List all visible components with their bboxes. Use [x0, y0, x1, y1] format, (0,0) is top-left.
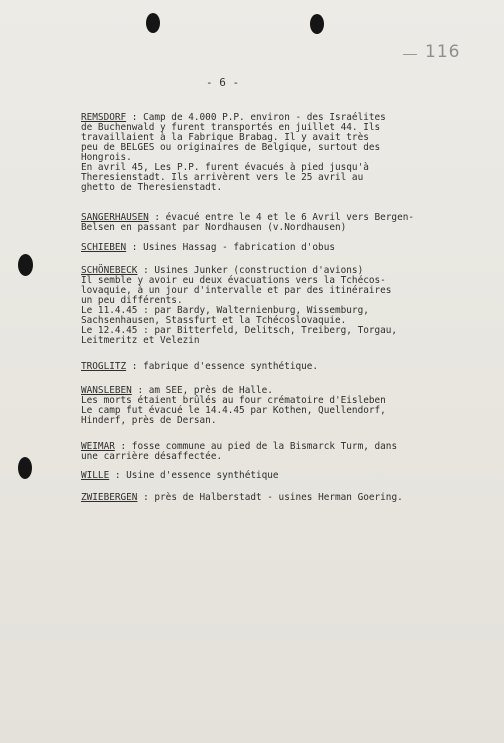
entry-wansleben-line-3: Le camp fut évacué le 14.4.45 par Kothen, Quellendorf,: [81, 405, 386, 416]
entry-wille-line-1: [81, 471, 279, 481]
entry-schieben-line-1: [81, 243, 335, 253]
entry-troglitz-line-1: [81, 362, 318, 372]
entry-sangerhausen-line-2: Belsen en passant par Nordhausen (v.Nordhausen): [81, 222, 347, 233]
entry-text: : Usine d'essence synthétique: [109, 470, 279, 481]
entry-remsdorf-line-2: de Buchenwald y furent transportés en juillet 44. Ils: [81, 122, 381, 133]
entry-schonebeck-line-4: un peu différents.: [81, 295, 183, 306]
entry-schonebeck-line-2: Il semble y avoir eu deux évacuations vers la Tchécos-: [81, 275, 386, 286]
entry-schonebeck-line-5: Le 11.4.45 : par Bardy, Walternienburg, Wissemburg,: [81, 305, 369, 316]
place-name: WILLE: [81, 470, 110, 481]
entry-remsdorf-line-6: En avril 45, Les P.P. furent évacués à pied jusqu'à: [81, 162, 369, 173]
entry-schonebeck-line-6: Sachsenhausen, Stassfurt et la Tchécoslovaquie.: [81, 315, 347, 326]
punch-hole: [18, 254, 33, 276]
page-number: - 6 -: [206, 76, 240, 89]
place-name: WEIMAR: [81, 441, 115, 452]
pencil-mark: [403, 54, 417, 55]
entry-schonebeck-line-3: lovaquie, à un jour d'intervalle et par des itinéraires: [81, 285, 392, 296]
place-name: ZWIEBERGEN: [81, 492, 138, 503]
place-name: WANSLEBEN: [81, 385, 132, 396]
place-name: SCHÖNEBECK: [81, 265, 138, 276]
place-name: TROGLITZ: [81, 361, 127, 372]
entry-text: : Usines Junker (construction d'avions): [137, 265, 364, 276]
entry-zwiebergen-line-1: [81, 493, 403, 503]
entry-remsdorf-line-4: peu de BELGES ou originaires de Belgique, surtout des: [81, 142, 381, 153]
entry-text: : Usines Hassag - fabrication d'obus: [126, 242, 335, 253]
entry-text: : fosse commune au pied de la Bismarck Turm, dans: [114, 441, 398, 452]
entry-wansleben-line-4: Hinderf, près de Dersan.: [81, 415, 217, 426]
entry-remsdorf-line-8: ghetto de Theresienstadt.: [81, 182, 223, 193]
entry-remsdorf-line-7: Theresienstadt. Ils arrivèrent vers le 25 avril au: [81, 172, 364, 183]
punch-hole: [18, 457, 32, 479]
entry-text: : Camp de 4.000 P.P. environ - des Israélites: [126, 112, 386, 123]
entry-text: : fabrique d'essence synthétique.: [126, 361, 319, 372]
entry-schonebeck-line-8: Leitmeritz et Velezin: [81, 335, 200, 346]
punch-hole: [146, 13, 160, 33]
entry-text: : près de Halberstadt - usines Herman Goering.: [137, 492, 403, 503]
entry-text: : am SEE, près de Halle.: [131, 385, 273, 396]
entry-schonebeck-line-7: Le 12.4.45 : par Bitterfeld, Delitsch, Treiberg, Torgau,: [81, 325, 398, 336]
punch-hole: [310, 14, 324, 34]
entry-text: : évacué entre le 4 et le 6 Avril vers Bergen-: [148, 212, 415, 223]
entry-wansleben-line-2: Les morts étaient brûlés au four crématoire d'Eisleben: [81, 395, 386, 406]
place-name: SCHIEBEN: [81, 242, 127, 253]
entry-remsdorf-line-3: travaillaient à la Fabrique Brabag. Il y avait très: [81, 132, 369, 143]
place-name: REMSDORF: [81, 112, 127, 123]
entry-remsdorf-line-5: Hongrois.: [81, 152, 132, 163]
archive-number: 116: [425, 42, 461, 62]
place-name: SANGERHAUSEN: [81, 212, 149, 223]
entry-weimar-line-2: une carrière désaffectée.: [81, 451, 223, 462]
